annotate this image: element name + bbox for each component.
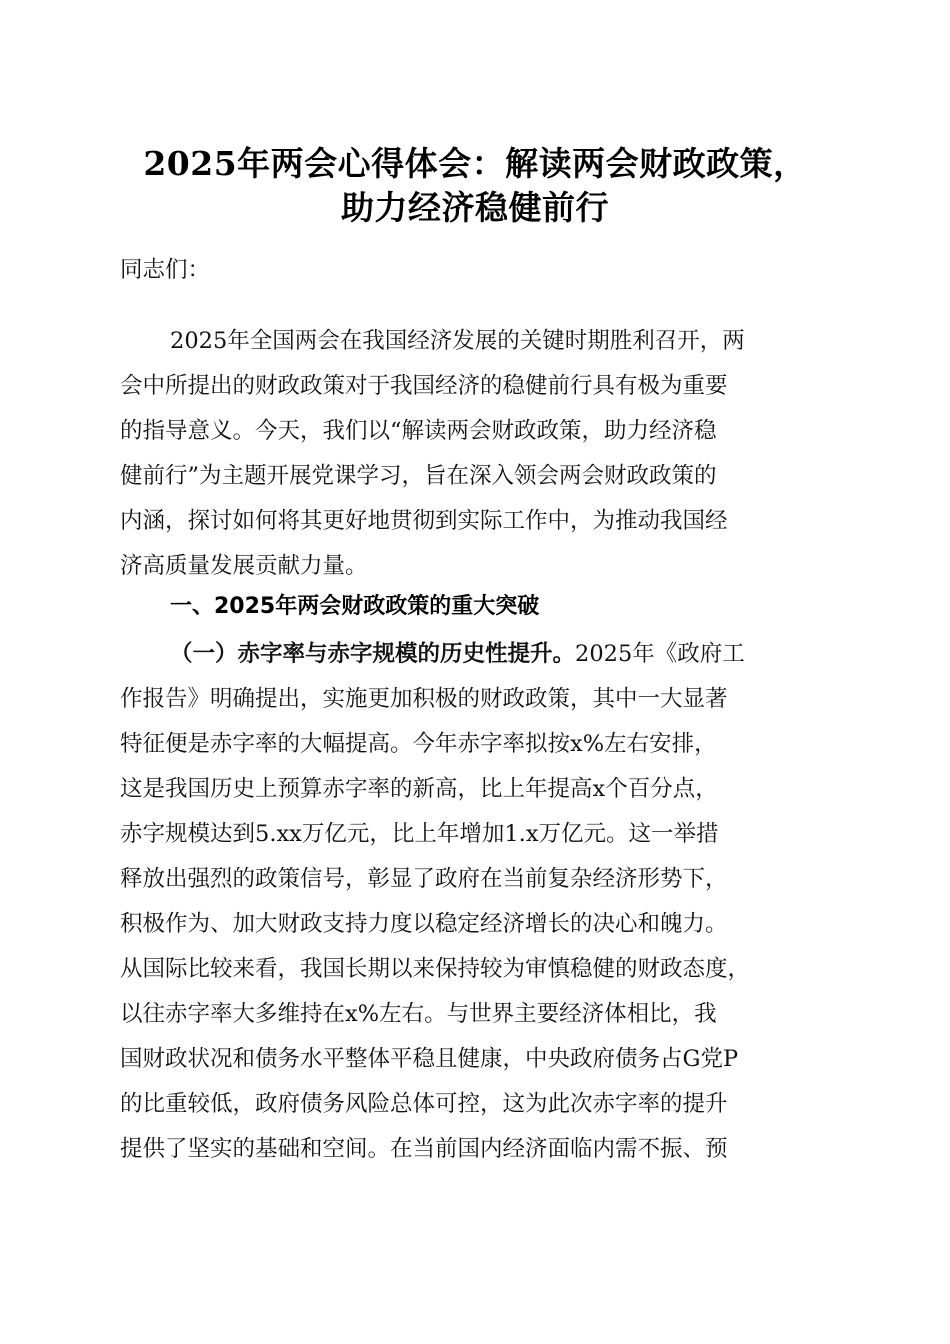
- paragraph-line: 这是我国历史上预算赤字率的新高，比上年提高x个百分点，: [120, 776, 718, 802]
- document-title-line-1: 2025年两会心得体会：解读两会财政政策，: [143, 144, 807, 183]
- subsection-heading-1: （一）赤字率与赤字规模的历史性提升。: [170, 641, 576, 667]
- paragraph-line: 提供了坚实的基础和空间。在当前国内经济面临内需不振、预: [120, 1136, 728, 1162]
- paragraph-text: 2025年《政府工: [575, 641, 745, 667]
- intro-paragraph: [120, 319, 832, 589]
- salutation: 同志们：: [120, 257, 211, 283]
- paragraph-line: 特征便是赤字率的大幅提高。今年赤字率拟按x%左右安排，: [120, 731, 717, 757]
- paragraph-line: 的比重较低，政府债务风险总体可控，这为此次赤字率的提升: [120, 1091, 728, 1117]
- paragraph-line: 2025年全国两会在我国经济发展的关键时期胜利召开，两: [170, 328, 745, 354]
- document-title-line-2: 助力经济稳健前行: [341, 188, 609, 227]
- paragraph-line: 从国际比较来看，我国长期以来保持较为审慎稳健的财政态度，: [120, 956, 751, 982]
- paragraph-line: 内涵，探讨如何将其更好地贯彻到实际工作中，为推动我国经: [120, 508, 728, 534]
- paragraph-line: 积极作为、加大财政支持力度以稳定经济增长的决心和魄力。: [120, 911, 728, 937]
- paragraph-line: 济高质量发展贡献力量。: [120, 553, 368, 579]
- paragraph-line: 以往赤字率大多维持在x%左右。与世界主要经济体相比，我: [120, 1001, 717, 1027]
- paragraph-line: 作报告》明确提出，实施更加积极的财政政策，其中一大显著: [120, 686, 728, 712]
- paragraph-line: [120, 632, 832, 677]
- paragraph-line: 健前行”为主题开展党课学习，旨在深入领会两会财政政策的: [120, 463, 717, 489]
- subsection-paragraph-1: [120, 632, 832, 1172]
- paragraph-line: 的指导意义。今天，我们以“解读两会财政政策，助力经济稳: [120, 418, 717, 444]
- paragraph-line: 国财政状况和债务水平整体平稳且健康，中央政府债务占G党P: [120, 1046, 739, 1072]
- paragraph-line: 会中所提出的财政政策对于我国经济的稳健前行具有极为重要: [120, 373, 728, 399]
- section-heading-1: 一、2025年两会财政政策的重大突破: [170, 594, 540, 619]
- paragraph-line: 释放出强烈的政策信号，彰显了政府在当前复杂经济形势下，: [120, 866, 728, 892]
- paragraph-line: 赤字规模达到5.xx万亿元，比上年增加1.x万亿元。这一举措: [120, 821, 719, 847]
